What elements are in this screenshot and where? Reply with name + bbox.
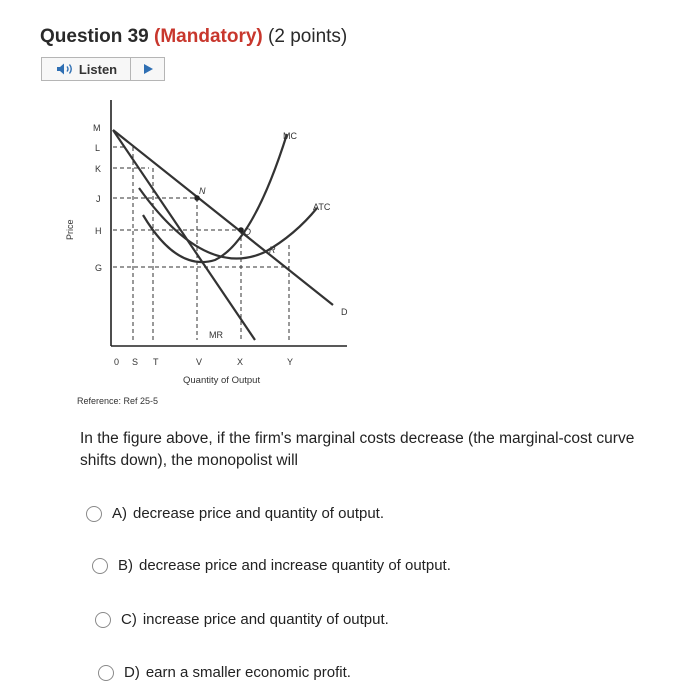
question-number: Question 39: [40, 26, 149, 47]
atc-curve: [139, 188, 317, 259]
listen-toolbar: [41, 57, 165, 81]
option-c-radio[interactable]: [95, 612, 111, 628]
option-b[interactable]: [92, 557, 451, 574]
quantity-label-s: S: [132, 357, 139, 367]
question-header: [40, 26, 347, 48]
points-label: (2 points): [268, 26, 348, 47]
option-a[interactable]: [86, 505, 384, 522]
quantity-labels: [114, 357, 293, 367]
figure-reference: Reference: Ref 25-5: [77, 396, 159, 406]
option-c-text: increase price and quantity of output.: [142, 611, 389, 628]
y-axis-label: Price: [65, 219, 75, 240]
dashed-guides: [113, 147, 289, 340]
x-axis-label: Quantity of Output: [183, 375, 261, 386]
mandatory-label: (Mandatory): [154, 26, 263, 47]
listen-label: Listen: [78, 61, 118, 77]
option-a-text: decrease price and quantity of output.: [133, 505, 385, 522]
price-label-j: J: [96, 194, 101, 204]
play-button[interactable]: [131, 58, 164, 80]
listen-button[interactable]: [42, 58, 131, 80]
price-label-m: M: [93, 123, 101, 133]
d-label: D: [341, 307, 348, 317]
quantity-label-t: T: [153, 357, 159, 367]
option-a-radio[interactable]: [86, 506, 102, 522]
quantity-label-0: 0: [114, 357, 120, 367]
monopoly-cost-figure: [55, 90, 365, 410]
speaker-icon: [55, 62, 75, 76]
mc-label: MC: [283, 131, 297, 141]
point-q: [238, 227, 244, 233]
demand-curve: [113, 130, 333, 305]
point-label-q: Q: [244, 227, 252, 237]
option-d-radio[interactable]: [98, 665, 114, 681]
price-label-h: H: [95, 226, 102, 236]
option-b-radio[interactable]: [92, 558, 108, 574]
mr-label: MR: [209, 330, 223, 340]
quantity-label-x: X: [237, 357, 244, 367]
mr-curve: [113, 130, 255, 340]
price-labels: [93, 123, 102, 273]
option-a-letter: A): [112, 505, 127, 522]
option-b-text: decrease price and increase quantity of output.: [139, 557, 451, 574]
play-icon: [142, 63, 154, 75]
option-d-letter: D): [124, 664, 140, 681]
option-b-letter: B): [118, 557, 133, 574]
option-d-text: earn a smaller economic profit.: [145, 664, 351, 681]
question-text: In the figure above, if the firm's marginal costs decrease (the marginal-cost curve shifts down), the monopolist will: [80, 430, 635, 469]
option-d[interactable]: [98, 664, 351, 681]
point-n: [194, 195, 200, 201]
price-label-l: L: [95, 143, 101, 153]
quantity-label-v: V: [196, 357, 203, 367]
point-label-r: R: [269, 245, 276, 255]
option-c[interactable]: [95, 611, 389, 628]
atc-label: ATC: [313, 202, 331, 212]
point-label-n: N: [199, 186, 206, 196]
price-label-g: G: [95, 263, 103, 273]
quantity-label-y: Y: [287, 357, 294, 367]
option-c-letter: C): [121, 611, 137, 628]
price-label-k: K: [95, 164, 102, 174]
